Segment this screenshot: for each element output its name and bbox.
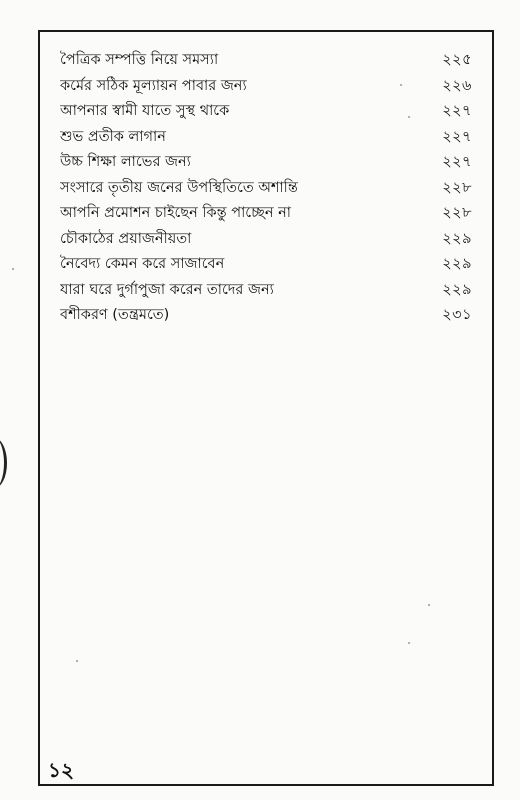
paper-speck xyxy=(400,84,402,86)
toc-entry-page: ২২৭ xyxy=(442,154,472,170)
toc-entry-title: নৈবেদ্য কেমন করে সাজাবেন xyxy=(60,256,225,272)
toc-entry-page: ২২৮ xyxy=(442,205,472,221)
toc-entry xyxy=(60,227,472,253)
toc-entry xyxy=(60,125,472,151)
toc-entry-page: ২৩১ xyxy=(442,307,472,323)
paper-speck xyxy=(76,660,78,662)
paper-speck xyxy=(408,116,410,118)
page-number: ১২ xyxy=(48,758,74,782)
toc-entry xyxy=(60,252,472,278)
toc-entry xyxy=(60,201,472,227)
toc-entry xyxy=(60,99,472,125)
paper-speck xyxy=(428,604,430,606)
toc-entry-title: বশীকরণ (তন্ত্রমতে) xyxy=(60,307,170,323)
toc-entry-title: চৌকাঠের প্রয়াজনীয়তা xyxy=(60,230,192,247)
toc-entry xyxy=(60,48,472,74)
toc-entry-page: ২২৫ xyxy=(442,52,472,68)
toc-entry-title: পৈত্রিক সম্পত্তি নিয়ে সমস্যা xyxy=(60,52,219,68)
toc-entry-title: যারা ঘরে দুর্গাপুজা করেন তাদের জন্য xyxy=(60,281,274,298)
toc-entry-page: ২২৯ xyxy=(442,256,472,272)
toc-entry xyxy=(60,176,472,202)
toc-entry-page: ২২৭ xyxy=(442,128,472,145)
toc-entry-title: আপনি প্রমোশন চাইছেন কিন্তু পাচ্ছেন না xyxy=(60,205,291,221)
toc-entry-title: সংসারে তৃতীয় জনের উপস্থিতিতে অশান্তি xyxy=(60,179,298,196)
toc-entry xyxy=(60,150,472,176)
toc-entry-title: উচ্চ শিক্ষা লাভের জন্য xyxy=(60,154,191,170)
toc-entry xyxy=(60,303,472,329)
toc-entry-page: ২২৯ xyxy=(442,230,472,247)
toc-entry-page: ২২৬ xyxy=(442,77,472,94)
toc-entry-title: আপনার স্বামী যাতে সুস্থ থাকে xyxy=(60,103,230,119)
toc-entry-title: শুভ প্রতীক লাগান xyxy=(60,128,166,145)
toc-entry xyxy=(60,74,472,100)
toc-entry-page: ২২৮ xyxy=(442,179,472,196)
toc-entry-page: ২২৭ xyxy=(442,103,472,119)
paper-speck xyxy=(408,642,410,644)
binding-edge-shadow xyxy=(0,438,7,488)
page-border-frame xyxy=(38,30,494,786)
table-of-contents xyxy=(60,48,472,329)
toc-entry-page: ২২৯ xyxy=(442,281,472,298)
toc-entry-title: কর্মের সঠিক মূল্যায়ন পাবার জন্য xyxy=(60,77,247,94)
toc-entry xyxy=(60,278,472,304)
paper-speck xyxy=(12,268,14,270)
